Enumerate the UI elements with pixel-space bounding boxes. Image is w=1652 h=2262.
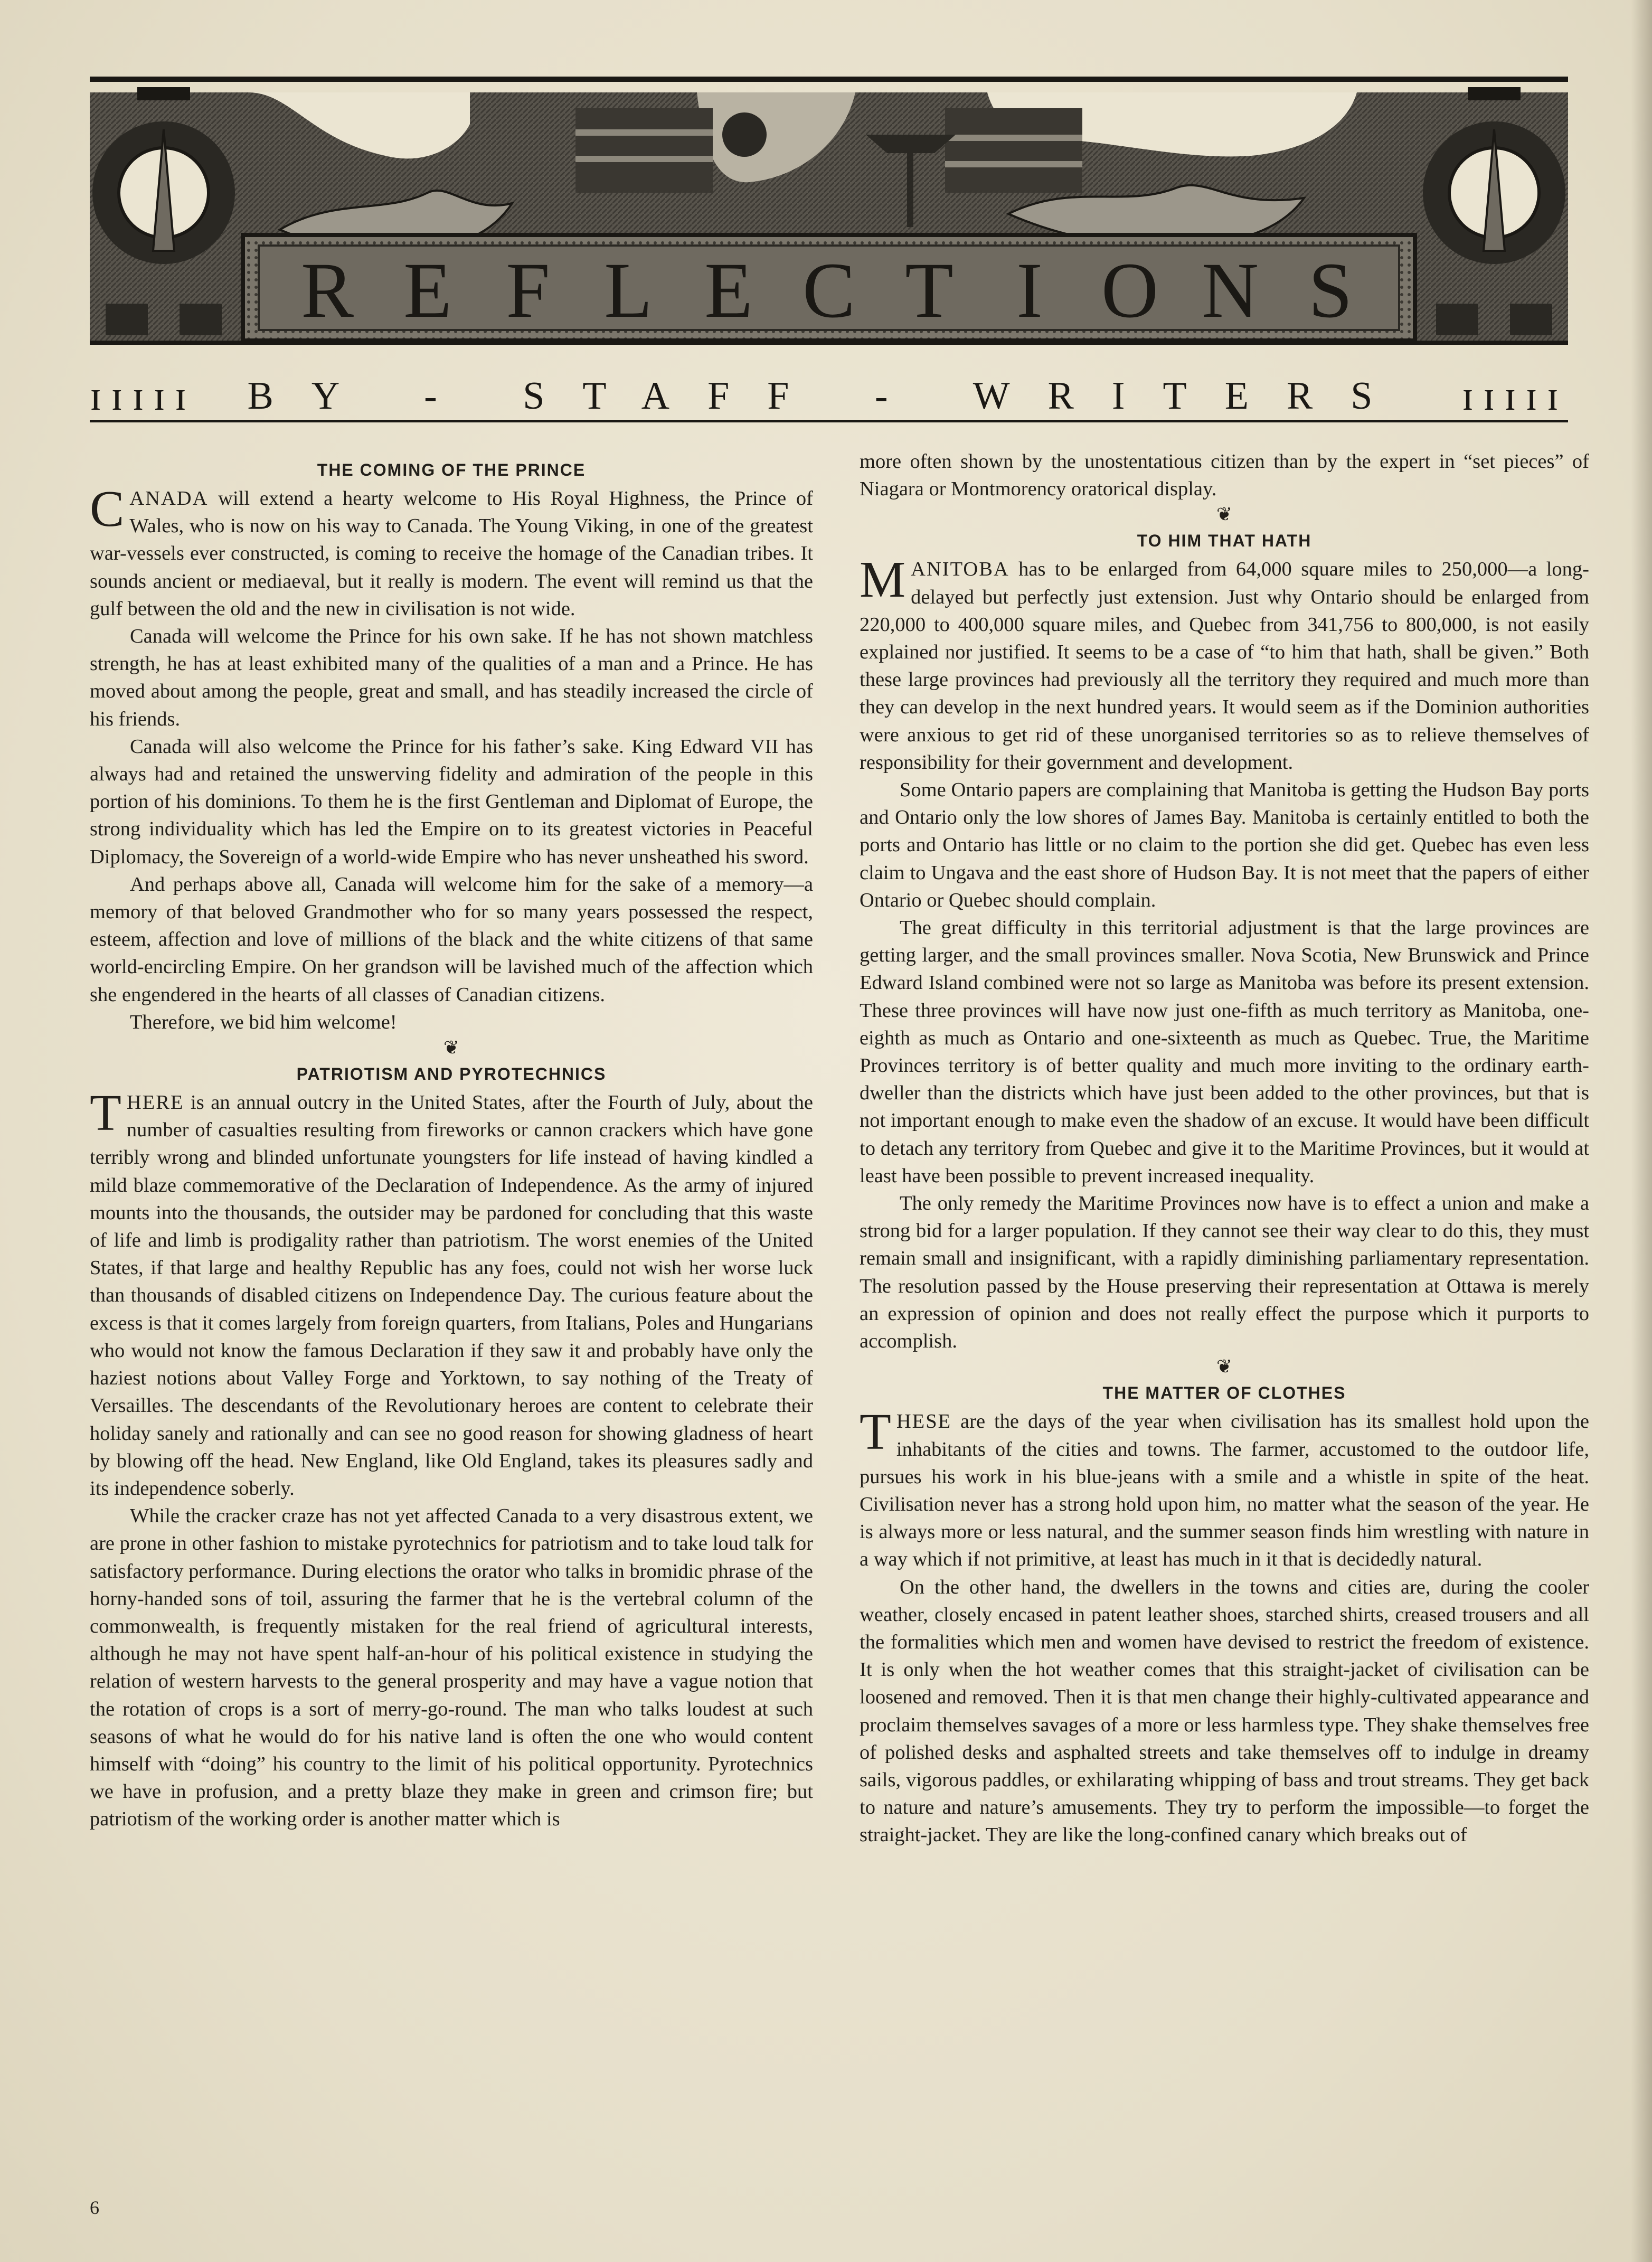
paragraph-text: are the days of the year when civilisation has its smallest hold upon the inhabitants of the cities and towns. The farmer, accustomed to the outdoor life, pursues his work in his blue-jeans with a smile and a whistle in spite of the heat. Civilisation never has a strong hold upon him, no matter what the season of the year. He is always more or less natural, and the summer season finds him wrestling with nature in a way which if not primitive, at least has much in it that is decidedly natural.: [860, 1410, 1589, 1571]
title-letter: E: [403, 247, 452, 334]
banner-illustration: [90, 77, 1568, 372]
patriotism-continued: more often shown by the unostentatious citizen than by the expert in “set pieces” of Niagara or Montmorency oratorical display.: [860, 450, 1589, 501]
prince-paragraph-3: Canada will also welcome the Prince for his father’s sake. King Edward VII has always had and retained the unswerving fidelity and admiration of the people in this portion of his dominions. To them he is the first Gentleman and Diplomat of Europe, the strong individuality which has led the Empire on to its greatest victories in Peaceful Diplomacy, the Sovereign of a world-wide Empire who has never unsheathed his sword.: [90, 735, 813, 868]
title-letter: T: [905, 247, 954, 334]
paragraph-text: is an annual outcry in the United States, after the Fourth of July, about the number of casualties resulting from fireworks or cannon crackers which have gone terribly wrong and blinded unfortunate youngsters for life instead of having kindled a mild blaze commemorative of the Declaration of Independence. As the army of injured mounts into the thousands, the outsider may be pardoned for concluding that this waste of life and limb is prodigality rather than patriotism. The worst enemies of the United States, if that large and healthy Republic has any foes, could not wish her worse luck than thousands of disabled citizens on Independence Day. The curious feature about the excess is that it comes largely from foreign quarters, from Italians, Poles and Hungarians who would not know the famous Declaration if they saw it and probably have only the haziest notions about Valley Forge and Yorktown, to say nothing of the Treaty of Versailles. The descendants of the Revolutionary heroes are content to celebrate their holiday sanely and rationally and can see no good reason for showing gladness of heart by blowing off the head. New England, like Old England, takes its pleasures sadly and its independence soberly.: [90, 1091, 813, 1500]
patriotism-paragraph-1: [90, 1085, 813, 1502]
lead-word: HESE: [896, 1410, 952, 1433]
prince-paragraph-5: Therefore, we bid him welcome!: [130, 1011, 397, 1033]
drop-cap: T: [90, 1085, 121, 1142]
lead-word: ANADA: [129, 487, 209, 510]
paragraph-text: has to be enlarged from 64,000 square miles to 250,000—a long-delayed but perfectly just extension. Just why Ontario should be enlarged from 220,000 to 400,000 square miles, and Quebec from 341,756 to 800,000, is not easily explained nor justified. It seems to be a case of “to him that hath, shall be given.” Both these large provinces had previously all the territory they required and much more than they can develop in the next hundred years. It would seem as if the Dominion authorities were anxious to get rid of these unorganised territories so as to relieve themselves of responsibility for their government and development.: [860, 558, 1589, 774]
lead-word: ANITOBA: [911, 558, 1009, 581]
drop-cap: M: [860, 551, 906, 609]
title-letter: C: [802, 247, 856, 334]
byline-marks-left: ɪɪɪɪɪ: [90, 372, 196, 419]
section-heading-clothes: THE MATTER OF CLOTHES: [1102, 1383, 1346, 1403]
prince-paragraph-1: [90, 480, 813, 623]
him-that-hath-paragraph-2: Some Ontario papers are complaining that Manitoba is getting the Hudson Bay ports and Ontario only the low shores of James Bay. Manitoba is certainly entitled to both the ports and Ontario has little or no claim to the portion she did get. Quebec has even less claim to Ungava and the east shore of Hudson Bay. It is not meet that the papers of either Ontario or Quebec should complain.: [860, 779, 1589, 911]
prince-paragraph-4: And perhaps above all, Canada will welcome him for the sake of a memory—a memory of that beloved Grandmother who for so many years possessed the respect, esteem, affection and love of millions of the black and the white citizens of that same world-encircling Empire. On her grandson will be lavished much of the affection which she engendered in the hearts of all classes of Canadian citizens.: [90, 873, 813, 1006]
title-letter: I: [1016, 247, 1043, 334]
right-column: [860, 448, 1589, 1849]
title-letter: O: [1101, 247, 1159, 334]
title-letter: N: [1201, 247, 1259, 334]
him-that-hath-paragraph-1: [860, 551, 1589, 776]
lead-word: HERE: [126, 1091, 184, 1114]
title-letter: F: [506, 247, 550, 334]
patriotism-paragraph-2: While the cracker craze has not yet affected Canada to a very disastrous extent, we are prone in other fashion to mistake pyrotechnics for patriotism and to take loud talk for satisfactory performance. During elections the orator who talks in bromidic phrase of the horny-handed sons of toil, assuring the farmer that he is the vertebral column of the commonwealth, is frequently mistaken for the real friend of agricultural interests, although he may not have spent half-an-hour of his political existence in studying the relation of western harvests to the general prosperity and may have a vague notion that the rotation of crops is a sort of merry-go-round. The man who talks loudest at such seasons of what he would do for his native land is often the one who would content himself with “doing” his country to the limit of his political opportunity. Pyrotechnics we have in profusion, and a pretty blaze they make in green and crimson fire; but patriotism of the working order is another matter which is: [90, 1505, 813, 1831]
drop-cap: T: [860, 1403, 891, 1461]
clothes-paragraph-1: [860, 1403, 1589, 1573]
section-heading-him-that-hath: TO HIM THAT HATH: [1137, 531, 1312, 551]
leaf-separator-icon: ❦: [1216, 1356, 1233, 1378]
him-that-hath-paragraph-3: The great difficulty in this territorial adjustment is that the large provinces are getting larger, and the small provinces smaller. Nova Scotia, New Brunswick and Prince Edward Island combined were not so large as Manitoba was before its present extension. These three provinces will have now just one-fifth as much territory as Manitoba, one-eighth as much as Ontario and one-sixteenth as much as Quebec. True, the Maritime Provinces territory is of better quality and much more inviting to the ordinary earth-dweller than the districts which have just been added to the other provinces, but that is not important enough to make even the shadow of an excuse. It would have been difficult to detach any territory from Quebec and give it to the Maritime Provinces, but it would at least have been possible to prevent increased inequality.: [860, 917, 1589, 1187]
leaf-separator-icon: ❦: [443, 1037, 460, 1059]
him-that-hath-paragraph-4: The only remedy the Maritime Provinces now have is to effect a union and make a strong bid for a larger population. If they cannot see their way clear to do this, they must remain small and insignificant, with a rapidly diminishing parliamentary representation. The resolution passed by the House preserving their representation at Ottawa is merely an expression of opinion and does not really effect the purpose which it purports to accomplish.: [860, 1192, 1589, 1353]
section-heading-prince: THE COMING OF THE PRINCE: [317, 460, 586, 479]
title-letter: R: [300, 247, 354, 334]
page-number: 6: [90, 2197, 99, 2218]
byline-marks-right: ɪɪɪɪɪ: [1461, 372, 1568, 419]
byline: [90, 372, 1568, 422]
prince-paragraph-2: Canada will welcome the Prince for his own sake. If he has not shown matchless strength, he has at least exhibited many of the qualities of a man and a Prince. He has moved about among the people, great and small, and has steadily increased the circle of his friends.: [90, 625, 813, 730]
leaf-separator-icon: ❦: [1216, 504, 1233, 525]
drop-cap: C: [90, 480, 125, 538]
title-letter: L: [604, 247, 653, 334]
section-heading-patriotism: PATRIOTISM AND PYROTECHNICS: [296, 1064, 607, 1084]
byline-text: BY - STAFF - WRITERS: [247, 374, 1411, 418]
clothes-paragraph-2: On the other hand, the dwellers in the towns and cities are, during the cooler weather, closely encased in patent leather shoes, starched shirts, creased trousers and all the formalities which men and women have devised to restrict the freedom of existence. It is only when the hot weather comes that this straight-jacket of civilisation can be loosened and removed. Then it is that men change their highly-cultivated appearance and proclaim themselves savages of a more or less harmless type. They shake themselves free of polished desks and asphalted streets and take themselves off to indulge in dreamy sails, vigorous paddles, or exhilarating whipping of bass and trout streams. They get back to nature and nature’s amusements. They try to perform the impossible—to forget the straight-jacket. They are like the long-confined canary which breaks out of: [860, 1576, 1589, 1846]
title-letter: S: [1308, 247, 1353, 334]
title-letter: E: [704, 247, 753, 334]
left-column: [90, 455, 813, 1833]
paragraph-text: will extend a hearty welcome to His Royal Highness, the Prince of Wales, who is now on his way to Canada. The Young Viking, in one of the greatest war-vessels ever constructed, is coming to receive the homage of the Canadian tribes. It sounds ancient or mediaeval, but it really is modern. The event will remind us that the gulf between the old and the new in civilisation is not wide.: [90, 487, 813, 620]
reflections-banner: [90, 77, 1568, 372]
binding-edge-shadow: [1631, 0, 1652, 2262]
